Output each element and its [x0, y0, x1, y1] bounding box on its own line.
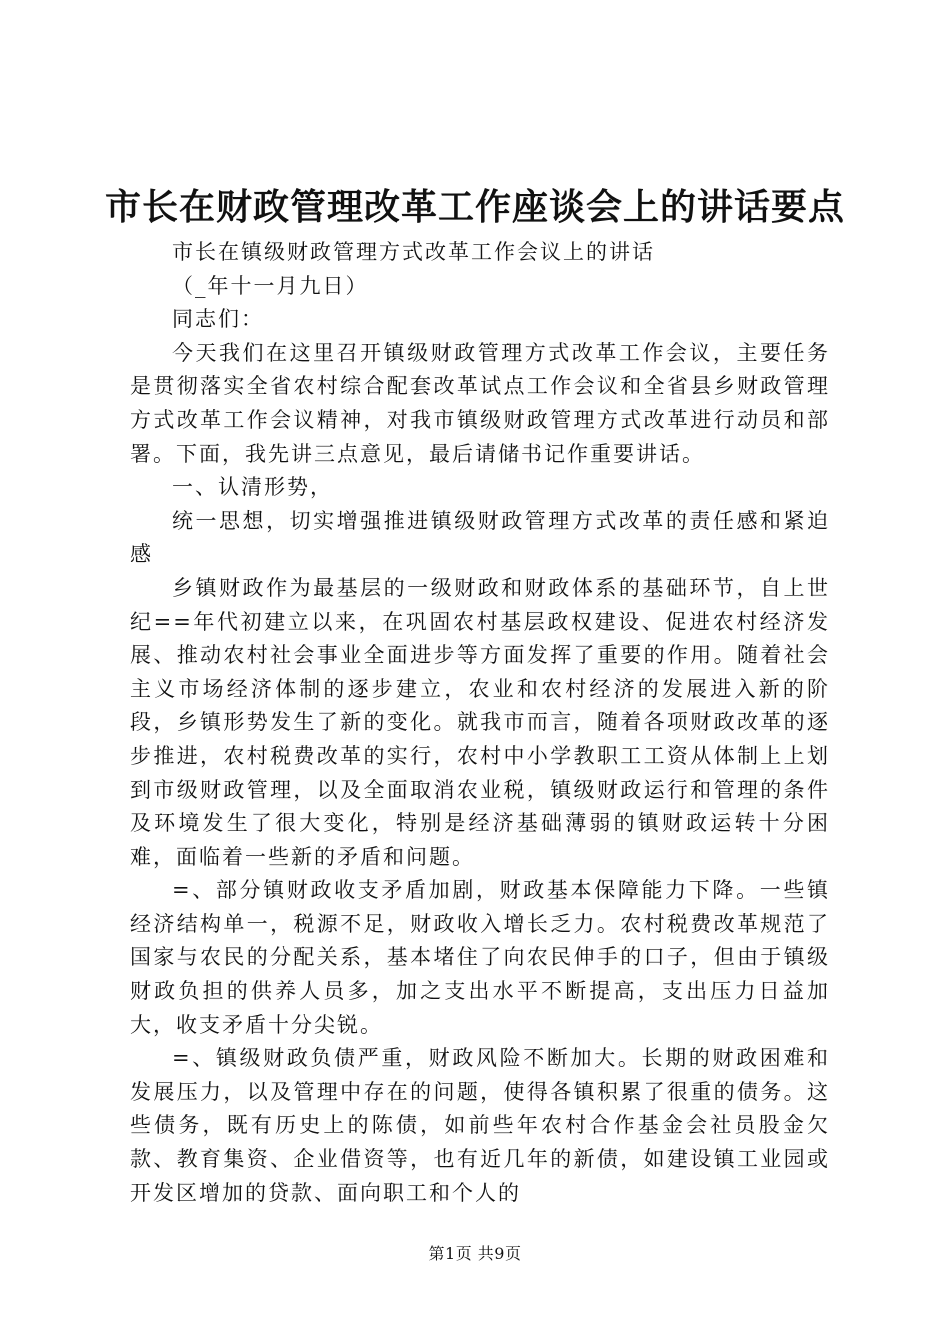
speech-date: （_年十一月九日）: [172, 273, 369, 298]
paragraph-intro: 今天我们在这里召开镇级财政管理方式改革工作会议，主要任务是贯彻落实全省农村综合配套改革试点工作会议和全省县乡财政管理方式改革工作会议精神，对我市镇级财政管理方式改革进行动员和部署。下面，我先讲三点意见，最后请储书记作重要讲话。: [130, 340, 830, 466]
page-footer: 第1页 共9页: [428, 1244, 522, 1263]
paragraph-background: 乡镇财政作为最基层的一级财政和财政体系的基础环节，自上世纪==年代初建立以来，在巩固农村基层政权建设、促进农村经济发展、推动农村社会事业全面进步等方面发挥了重要的作用。随着社会主义市场经济体制的逐步建立，农业和农村经济的发展进入新的阶段，乡镇形势发生了新的变化。就我市而言，随着各项财政改革的逐步推进，农村税费改革的实行，农村中小学教职工工资从体制上上划到市级财政管理，以及全面取消农业税，镇级财政运行和管理的条件及环境发生了很大变化，特别是经济基础薄弱的镇财政运转十分困难，面临着一些新的矛盾和问题。: [130, 575, 830, 869]
section-heading-1: 一、认清形势，: [172, 475, 333, 500]
speech-subtitle: 市长在镇级财政管理方式改革工作会议上的讲话: [172, 240, 655, 264]
paragraph-point-3: =、镇级财政负债严重，财政风险不断加大。长期的财政困难和发展压力，以及管理中存在的问题，使得各镇积累了很重的债务。这些债务，既有历史上的陈债，如前些年农村合作基金会社员股金欠款、教育集资、企业借资等，也有近几年的新债，如建设镇工业园或开发区增加的贷款、面向职工和个人的: [130, 1046, 830, 1205]
salutation: 同志们：: [172, 307, 264, 332]
paragraph-point-2: =、部分镇财政收支矛盾加剧，财政基本保障能力下降。一些镇经济结构单一，税源不足，财政收入增长乏力。农村税费改革规范了国家与农民的分配关系，基本堵住了向农民伸手的口子，但由于镇级财政负担的供养人员多，加之支出水平不断提高，支出压力日益加大，收支矛盾十分尖锐。: [130, 878, 830, 1037]
document-title: 市长在财政管理改革工作座谈会上的讲话要点: [104, 186, 845, 228]
section-heading-1-continued: 统一思想，切实增强推进镇级财政管理方式改革的责任感和紧迫感: [130, 508, 830, 567]
document-body: [130, 236, 830, 1210]
